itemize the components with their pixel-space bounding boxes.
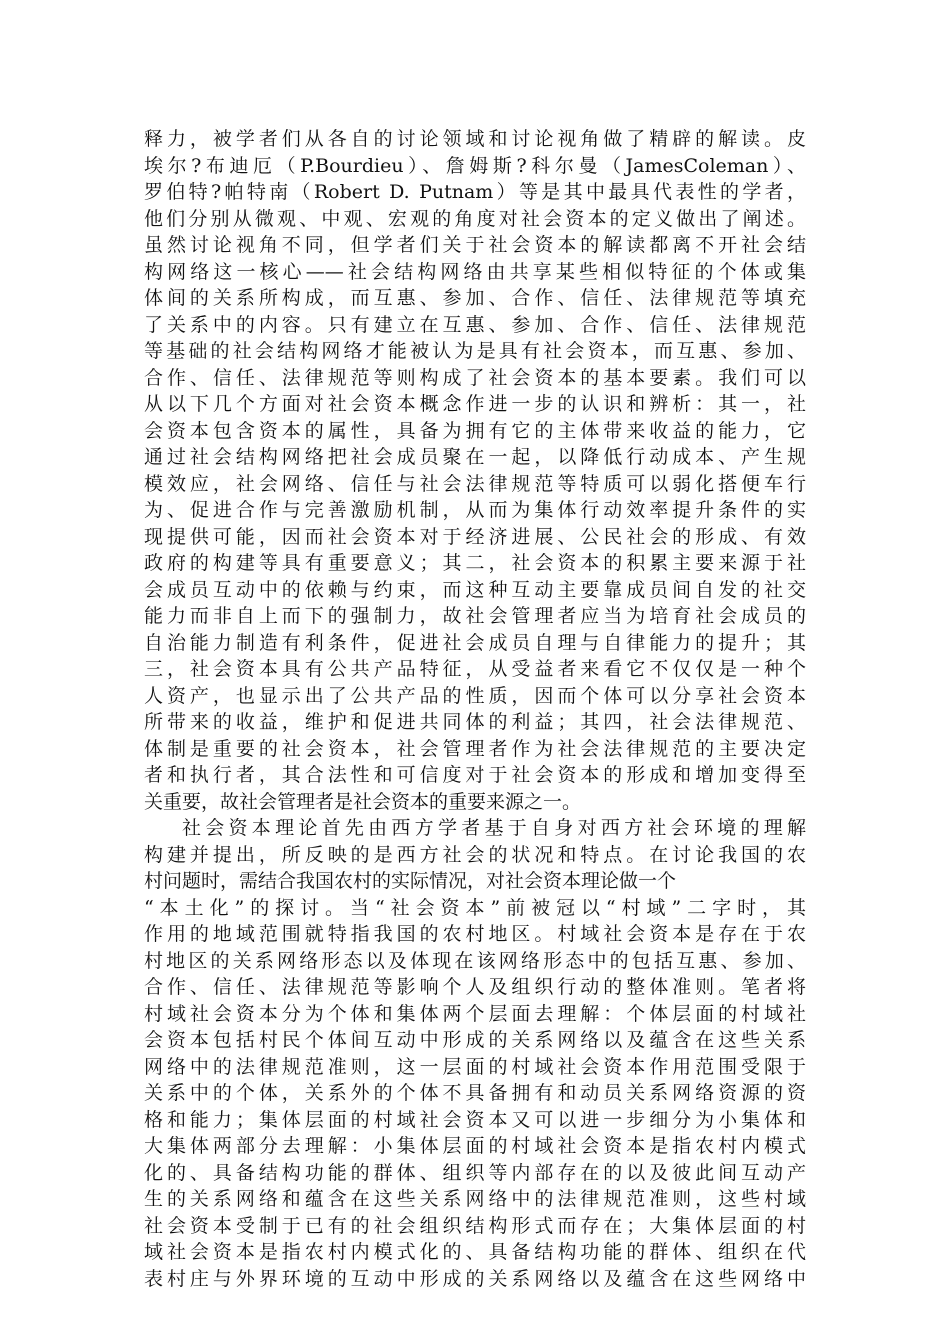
text-line: 埃尔?布迪厄（P.Bourdieu）、詹姆斯?科尔曼（JamesColeman）、 xyxy=(144,154,806,177)
text-line: 化的、具备结构功能的群体、组织等内部存在的以及彼此间互动产 xyxy=(144,1161,806,1184)
text-line: 社会资本理论首先由西方学者基于自身对西方社会环境的理解 xyxy=(182,817,806,839)
text-line: 三，社会资本具有公共产品特征，从受益者来看它不仅仅是一种个 xyxy=(144,658,806,680)
text-line: 会资本包含资本的属性，具备为拥有它的主体带来收益的能力，它 xyxy=(144,419,806,442)
text-line: “本土化”的探讨。当“社会资本”前被冠以“村域”二字时，其 xyxy=(144,896,806,919)
text-line: 自治能力制造有利条件，促进社会成员自理与自律能力的提升；其 xyxy=(144,631,806,654)
text-line: 关重要，故社会管理者是社会资本的重要来源之一。 xyxy=(144,790,582,813)
text-line: 等基础的社会结构网络才能被认为是具有社会资本，而互惠、参加、 xyxy=(144,340,806,362)
text-line: 为、促进合作与完善激励机制，从而为集体行动效率提升条件的实 xyxy=(144,499,806,521)
text-line: 关系中的个体，关系外的个体不具备拥有和动员关系网络资源的资 xyxy=(144,1082,806,1104)
text-line: 村域社会资本分为个体和集体两个层面去理解：个体层面的村域社 xyxy=(144,1002,806,1025)
text-line: 了关系中的内容。只有建立在互惠、参加、合作、信任、法律规范 xyxy=(144,313,806,336)
text-line: 格和能力；集体层面的村域社会资本又可以进一步细分为小集体和 xyxy=(144,1108,806,1131)
text-line: 现提供可能，因而社会资本对于经济进展、公民社会的形成、有效 xyxy=(144,525,806,548)
text-line: 虽然讨论视角不同，但学者们关于社会资本的解读都离不开社会结 xyxy=(144,234,806,256)
text-line: 体制是重要的社会资本，社会管理者作为社会法律规范的主要决定 xyxy=(144,737,806,760)
text-line: 模效应，社会网络、信任与社会法律规范等特质可以弱化搭便车行 xyxy=(144,472,806,495)
text-line: 生的关系网络和蕴含在这些关系网络中的法律规范准则，这些村域 xyxy=(144,1188,806,1210)
text-line: 他们分别从微观、中观、宏观的角度对社会资本的定义做出了阐述。 xyxy=(144,207,806,230)
text-line: 者和执行者，其合法性和可信度对于社会资本的形成和增加变得至 xyxy=(144,764,806,786)
text-line: 大集体两部分去理解：小集体层面的村域社会资本是指农村内模式 xyxy=(144,1135,806,1157)
text-line: 体间的关系所构成，而互惠、参加、合作、信任、法律规范等填充 xyxy=(144,287,806,309)
text-line: 表村庄与外界环境的互动中形成的关系网络以及蕴含在这些网络中 xyxy=(144,1267,806,1290)
text-line: 域社会资本是指农村内模式化的、具备结构功能的群体、组织在代 xyxy=(144,1241,806,1263)
text-line: 所带来的收益，维护和促进共同体的利益；其四，社会法律规范、 xyxy=(144,711,806,733)
text-line: 罗伯特?帕特南（Robert D. Putnam）等是其中最具代表性的学者， xyxy=(144,181,806,203)
text-line: 合作、信任、法律规范等影响个人及组织行动的整体准则。笔者将 xyxy=(144,976,806,998)
text-line: 合作、信任、法律规范等则构成了社会资本的基本要素。我们可以 xyxy=(144,366,806,389)
text-line: 会成员互动中的依赖与约束，而这种互动主要靠成员间自发的社交 xyxy=(144,578,806,601)
text-line: 人资产，也显示出了公共产品的性质，因而个体可以分享社会资本 xyxy=(144,684,806,707)
text-line: 释力，被学者们从各自的讨论领域和讨论视角做了精辟的解读。皮 xyxy=(144,128,806,150)
text-line: 村问题时，需结合我国农村的实际情况，对社会资本理论做一个 xyxy=(144,870,677,892)
text-line: 构建并提出，所反映的是西方社会的状况和特点。在讨论我国的农 xyxy=(144,843,806,866)
body-text xyxy=(144,126,806,1292)
text-line: 构网络这一核心——社会结构网络由共享某些相似特征的个体或集 xyxy=(144,260,806,283)
text-line: 通过社会结构网络把社会成员聚在一起，以降低行动成本、产生规 xyxy=(144,446,806,468)
text-line: 网络中的法律规范准则，这一层面的村域社会资本作用范围受限于 xyxy=(144,1055,806,1078)
text-line: 作用的地域范围就特指我国的农村地区。村域社会资本是存在于农 xyxy=(144,923,806,945)
text-line: 从以下几个方面对社会资本概念作进一步的认识和辨析：其一，社 xyxy=(144,393,806,415)
text-line: 能力而非自上而下的强制力，故社会管理者应当为培育社会成员的 xyxy=(144,605,806,627)
text-line: 村地区的关系网络形态以及体现在该网络形态中的包括互惠、参加、 xyxy=(144,949,806,972)
text-line: 会资本包括村民个体间互动中形成的关系网络以及蕴含在这些关系 xyxy=(144,1029,806,1051)
text-line: 政府的构建等具有重要意义；其二，社会资本的积累主要来源于社 xyxy=(144,552,806,574)
text-line: 社会资本受制于已有的社会组织结构形式而存在；大集体层面的村 xyxy=(144,1214,806,1237)
